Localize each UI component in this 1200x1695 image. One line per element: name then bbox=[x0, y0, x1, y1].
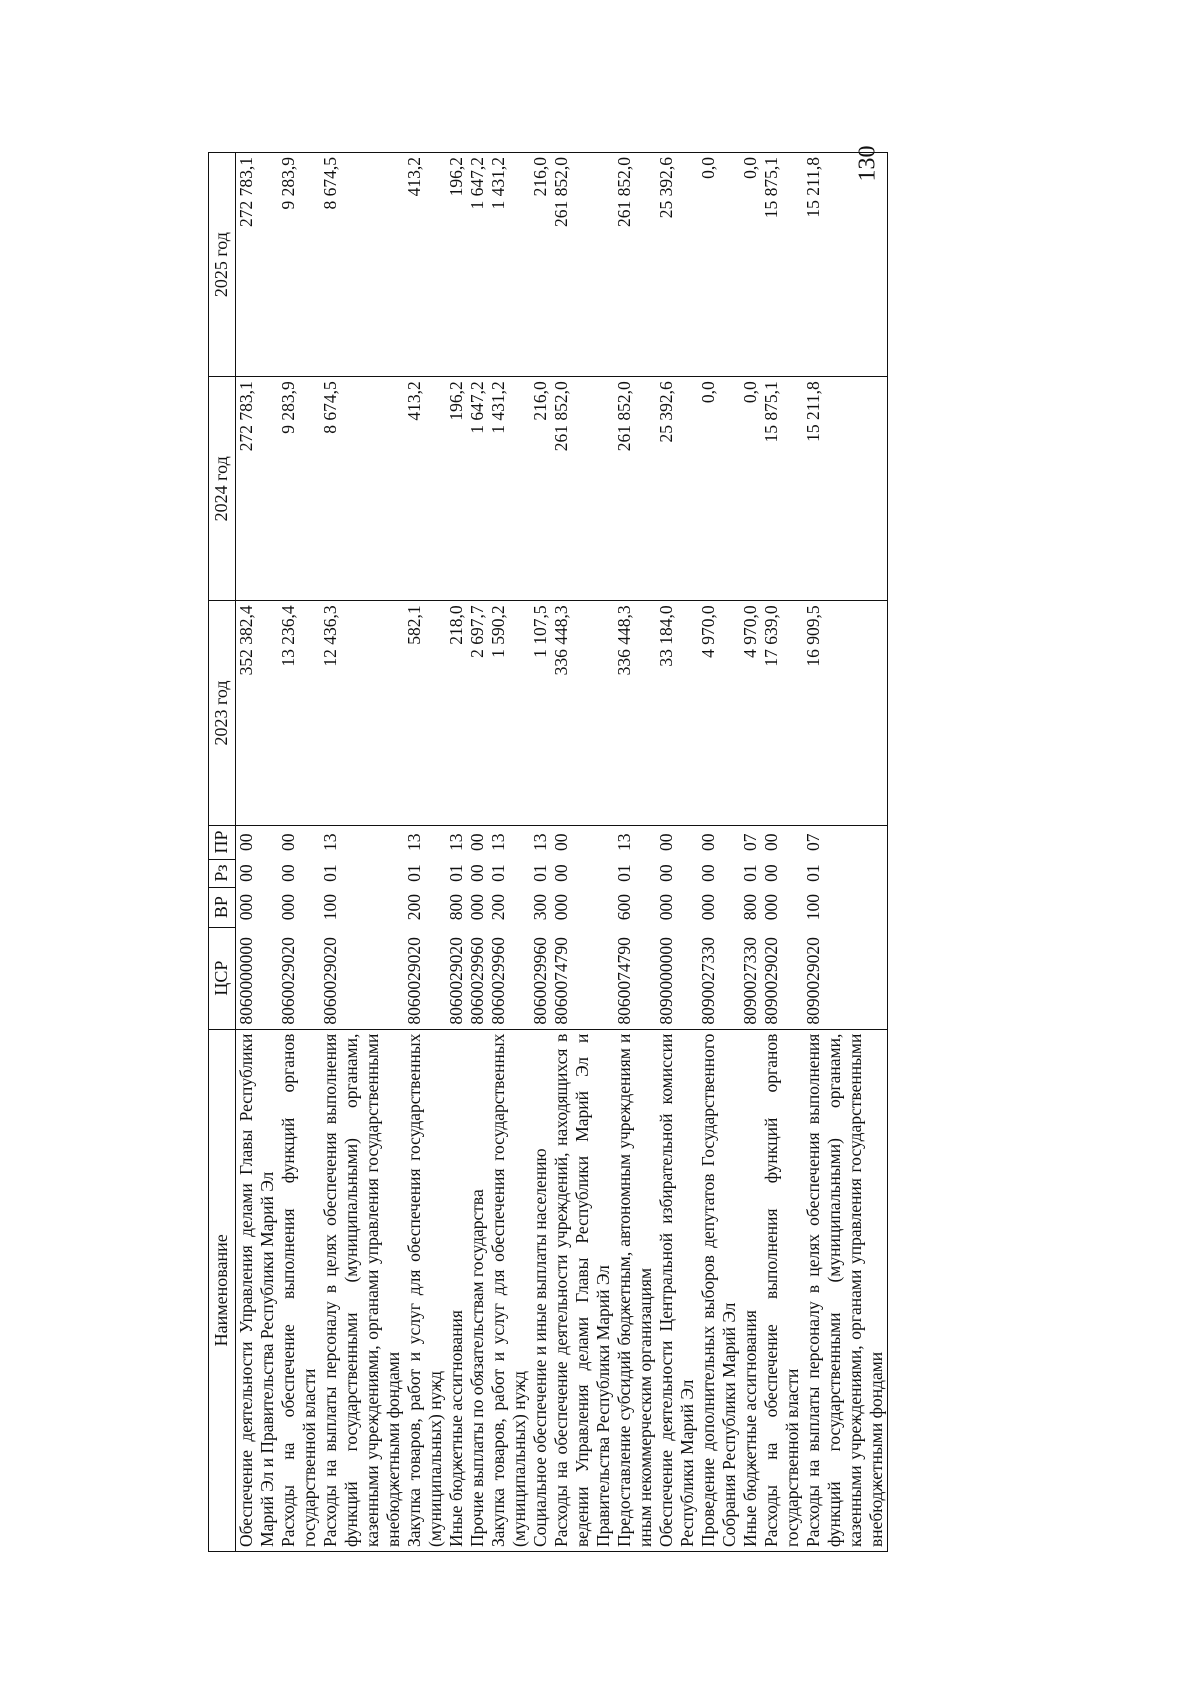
row-vr: 000 bbox=[697, 893, 718, 921]
row-2023: 12 436,3 bbox=[320, 601, 404, 825]
table-row bbox=[803, 153, 888, 1552]
row-pr: 00 bbox=[278, 825, 320, 859]
row-vr: 000 bbox=[655, 893, 676, 921]
header-vr: ВР bbox=[209, 887, 236, 927]
row-pr: 07 bbox=[740, 825, 761, 859]
row-2024: 261 852,0 bbox=[551, 377, 614, 601]
row-csr: 8090027330 bbox=[698, 927, 740, 1029]
row-2025: 15 211,8 bbox=[803, 153, 888, 377]
budget-table bbox=[208, 152, 888, 1552]
row-vr: 000 bbox=[235, 893, 256, 921]
row-2024: 261 852,0 bbox=[614, 377, 656, 601]
row-pr: 13 bbox=[614, 825, 656, 859]
row-rz: 00 bbox=[655, 864, 676, 882]
row-pr: 13 bbox=[488, 825, 530, 859]
table-header-row bbox=[209, 153, 236, 1552]
row-2024: 15 211,8 bbox=[803, 377, 888, 601]
row-pr: 00 bbox=[467, 825, 488, 859]
header-csr: ЦСР bbox=[209, 927, 236, 1029]
row-vr: 200 bbox=[487, 893, 508, 921]
row-rz: 00 bbox=[235, 864, 256, 882]
row-2025: 1 431,2 bbox=[488, 153, 530, 377]
row-rz: 01 bbox=[803, 859, 888, 887]
row-vr: 000 bbox=[277, 893, 298, 921]
header-2025: 2025 год bbox=[209, 153, 236, 377]
row-name: Обеспечение деятельности Управления делами Главы Республики Марий Эл и Правительства Республики Марий Эл bbox=[235, 1029, 278, 1551]
row-name: Проведение дополнительных выборов депутатов Государственного Собрания Республики Марий Эл bbox=[698, 1029, 740, 1551]
row-2025: 9 283,9 bbox=[278, 153, 320, 377]
header-2023: 2023 год bbox=[209, 601, 236, 825]
row-2024: 8 674,5 bbox=[320, 377, 404, 601]
row-2025: 196,2 bbox=[446, 153, 467, 377]
row-name: Иные бюджетные ассигнования bbox=[446, 1029, 467, 1551]
row-2025: 216,0 bbox=[530, 153, 551, 377]
row-rz: 01 bbox=[445, 864, 466, 882]
row-2024: 1 647,2 bbox=[467, 377, 488, 601]
row-2024: 15 875,1 bbox=[761, 377, 803, 601]
header-2024: 2024 год bbox=[209, 377, 236, 601]
row-2025: 261 852,0 bbox=[614, 153, 656, 377]
table-row bbox=[551, 153, 614, 1552]
row-2023: 582,1 bbox=[404, 601, 446, 825]
row-vr: 300 bbox=[529, 893, 550, 921]
row-2023: 1 590,2 bbox=[488, 601, 530, 825]
row-rz: 00 bbox=[466, 864, 487, 882]
row-2024: 25 392,6 bbox=[656, 377, 698, 601]
row-2023: 2 697,7 bbox=[467, 601, 488, 825]
row-rz: 01 bbox=[529, 864, 550, 882]
row-name: Иные бюджетные ассигнования bbox=[740, 1029, 761, 1551]
row-vr: 800 bbox=[739, 893, 760, 921]
row-csr: 8090000000 bbox=[656, 927, 698, 1029]
row-csr: 8060029960 bbox=[488, 927, 530, 1029]
row-2023: 33 184,0 bbox=[656, 601, 698, 825]
table-row bbox=[761, 153, 803, 1552]
row-csr: 8090027330 bbox=[740, 927, 761, 1029]
row-pr: 00 bbox=[698, 825, 740, 859]
row-name: Расходы на выплаты персоналу в целях обеспечения выполнения функций государственными (муниципальными) органами, казенными учреждениями, органами управления государственными внебюджетными фондами bbox=[320, 1029, 404, 1551]
table-row bbox=[235, 153, 278, 1552]
table-row bbox=[530, 153, 551, 1552]
row-2024: 196,2 bbox=[446, 377, 467, 601]
row-name: Расходы на обеспечение выполнения функций органов государственной власти bbox=[761, 1029, 803, 1551]
table-row bbox=[278, 153, 320, 1552]
row-pr: 00 bbox=[761, 825, 803, 859]
page-number: 130 bbox=[854, 145, 881, 182]
row-2025: 0,0 bbox=[698, 153, 740, 377]
row-2024: 272 783,1 bbox=[235, 377, 278, 601]
table-row bbox=[698, 153, 740, 1552]
row-vr: 000 bbox=[760, 893, 781, 921]
row-vr: 600 bbox=[613, 893, 634, 921]
table-row bbox=[467, 153, 488, 1552]
row-2025: 8 674,5 bbox=[320, 153, 404, 377]
header-name: Наименование bbox=[209, 1029, 236, 1551]
row-2024: 1 431,2 bbox=[488, 377, 530, 601]
row-vr: 200 bbox=[403, 893, 424, 921]
row-csr: 8060029960 bbox=[467, 927, 488, 1029]
budget-sheet bbox=[208, 152, 968, 1552]
row-vr: 100 bbox=[319, 893, 340, 921]
row-2023: 352 382,4 bbox=[235, 601, 278, 825]
table-row bbox=[446, 153, 467, 1552]
row-pr: 07 bbox=[803, 825, 888, 859]
row-csr: 8060029020 bbox=[404, 927, 446, 1029]
header-rz: Рз bbox=[209, 859, 236, 887]
row-2024: 9 283,9 bbox=[278, 377, 320, 601]
row-name: Социальное обеспечение и иные выплаты населению bbox=[530, 1029, 551, 1551]
row-pr: 13 bbox=[320, 825, 404, 859]
table-row bbox=[740, 153, 761, 1552]
row-name: Предоставление субсидий бюджетным, автономным учреждениям и иным некоммерческим организациям bbox=[614, 1029, 656, 1551]
row-2025: 0,0 bbox=[740, 153, 761, 377]
row-csr: 8060074790 bbox=[551, 927, 614, 1029]
row-2023: 218,0 bbox=[446, 601, 467, 825]
table-row bbox=[614, 153, 656, 1552]
header-pr: ПР bbox=[209, 825, 236, 859]
row-name: Обеспечение деятельности Центральной избирательной комиссии Республики Марий Эл bbox=[656, 1029, 698, 1551]
row-name: Расходы на выплаты персоналу в целях обеспечения выполнения функций государственными (муниципальными) органами, казенными учреждениями, органами управления государственными внебюджетными фондами bbox=[803, 1029, 888, 1551]
rotated-table-frame bbox=[208, 152, 968, 1552]
row-name: Расходы на обеспечение деятельности учреждений, находящихся в ведении Управления делами Главы Республики Марий Эл и Правительства Республики Марий Эл bbox=[551, 1029, 614, 1551]
row-pr: 13 bbox=[530, 825, 551, 859]
row-2025: 413,2 bbox=[404, 153, 446, 377]
row-vr: 000 bbox=[466, 893, 487, 921]
row-pr: 13 bbox=[404, 825, 446, 859]
row-name: Закупка товаров, работ и услуг для обеспечения государственных (муниципальных) нужд bbox=[404, 1029, 446, 1551]
row-name: Закупка товаров, работ и услуг для обеспечения государственных (муниципальных) нужд bbox=[488, 1029, 530, 1551]
row-csr: 8060029020 bbox=[320, 927, 404, 1029]
row-2025: 25 392,6 bbox=[656, 153, 698, 377]
row-csr: 8060029020 bbox=[446, 927, 467, 1029]
table-row bbox=[320, 153, 404, 1552]
row-rz: 00 bbox=[550, 864, 571, 882]
row-2023: 4 970,0 bbox=[698, 601, 740, 825]
row-2025: 15 875,1 bbox=[761, 153, 803, 377]
row-2023: 17 639,0 bbox=[761, 601, 803, 825]
row-2023: 336 448,3 bbox=[614, 601, 656, 825]
row-rz: 01 bbox=[319, 864, 340, 882]
row-rz: 00 bbox=[277, 864, 298, 882]
row-2023: 1 107,5 bbox=[530, 601, 551, 825]
row-2024: 216,0 bbox=[530, 377, 551, 601]
row-rz: 00 bbox=[697, 864, 718, 882]
row-name: Расходы на обеспечение выполнения функций органов государственной власти bbox=[278, 1029, 320, 1551]
row-csr: 8090029020 bbox=[803, 927, 888, 1029]
row-2025: 1 647,2 bbox=[467, 153, 488, 377]
table-row bbox=[404, 153, 446, 1552]
table-row bbox=[656, 153, 698, 1552]
row-2024: 413,2 bbox=[404, 377, 446, 601]
table-row bbox=[488, 153, 530, 1552]
row-csr: 8060000000 bbox=[235, 927, 278, 1029]
row-pr: 00 bbox=[551, 825, 614, 859]
row-csr: 8060074790 bbox=[614, 927, 656, 1029]
row-csr: 8090029020 bbox=[761, 927, 803, 1029]
row-2025: 261 852,0 bbox=[551, 153, 614, 377]
row-vr: 800 bbox=[445, 893, 466, 921]
row-rz: 00 bbox=[760, 864, 781, 882]
row-vr: 000 bbox=[550, 893, 571, 921]
row-pr: 00 bbox=[656, 825, 698, 859]
row-2025: 272 783,1 bbox=[235, 153, 278, 377]
row-2023: 16 909,5 bbox=[803, 601, 888, 825]
row-pr: 00 bbox=[235, 825, 278, 859]
row-2023: 13 236,4 bbox=[278, 601, 320, 825]
row-csr: 8060029960 bbox=[530, 927, 551, 1029]
row-rz: 01 bbox=[739, 864, 760, 882]
row-2024: 0,0 bbox=[740, 377, 761, 601]
row-2023: 4 970,0 bbox=[740, 601, 761, 825]
row-pr: 13 bbox=[446, 825, 467, 859]
row-2024: 0,0 bbox=[698, 377, 740, 601]
row-csr: 8060029020 bbox=[278, 927, 320, 1029]
row-rz: 01 bbox=[613, 864, 634, 882]
row-name: Прочие выплаты по обязательствам государства bbox=[467, 1029, 488, 1551]
row-vr: 100 bbox=[803, 887, 888, 927]
row-rz: 01 bbox=[403, 864, 424, 882]
row-rz: 01 bbox=[487, 864, 508, 882]
row-2023: 336 448,3 bbox=[551, 601, 614, 825]
